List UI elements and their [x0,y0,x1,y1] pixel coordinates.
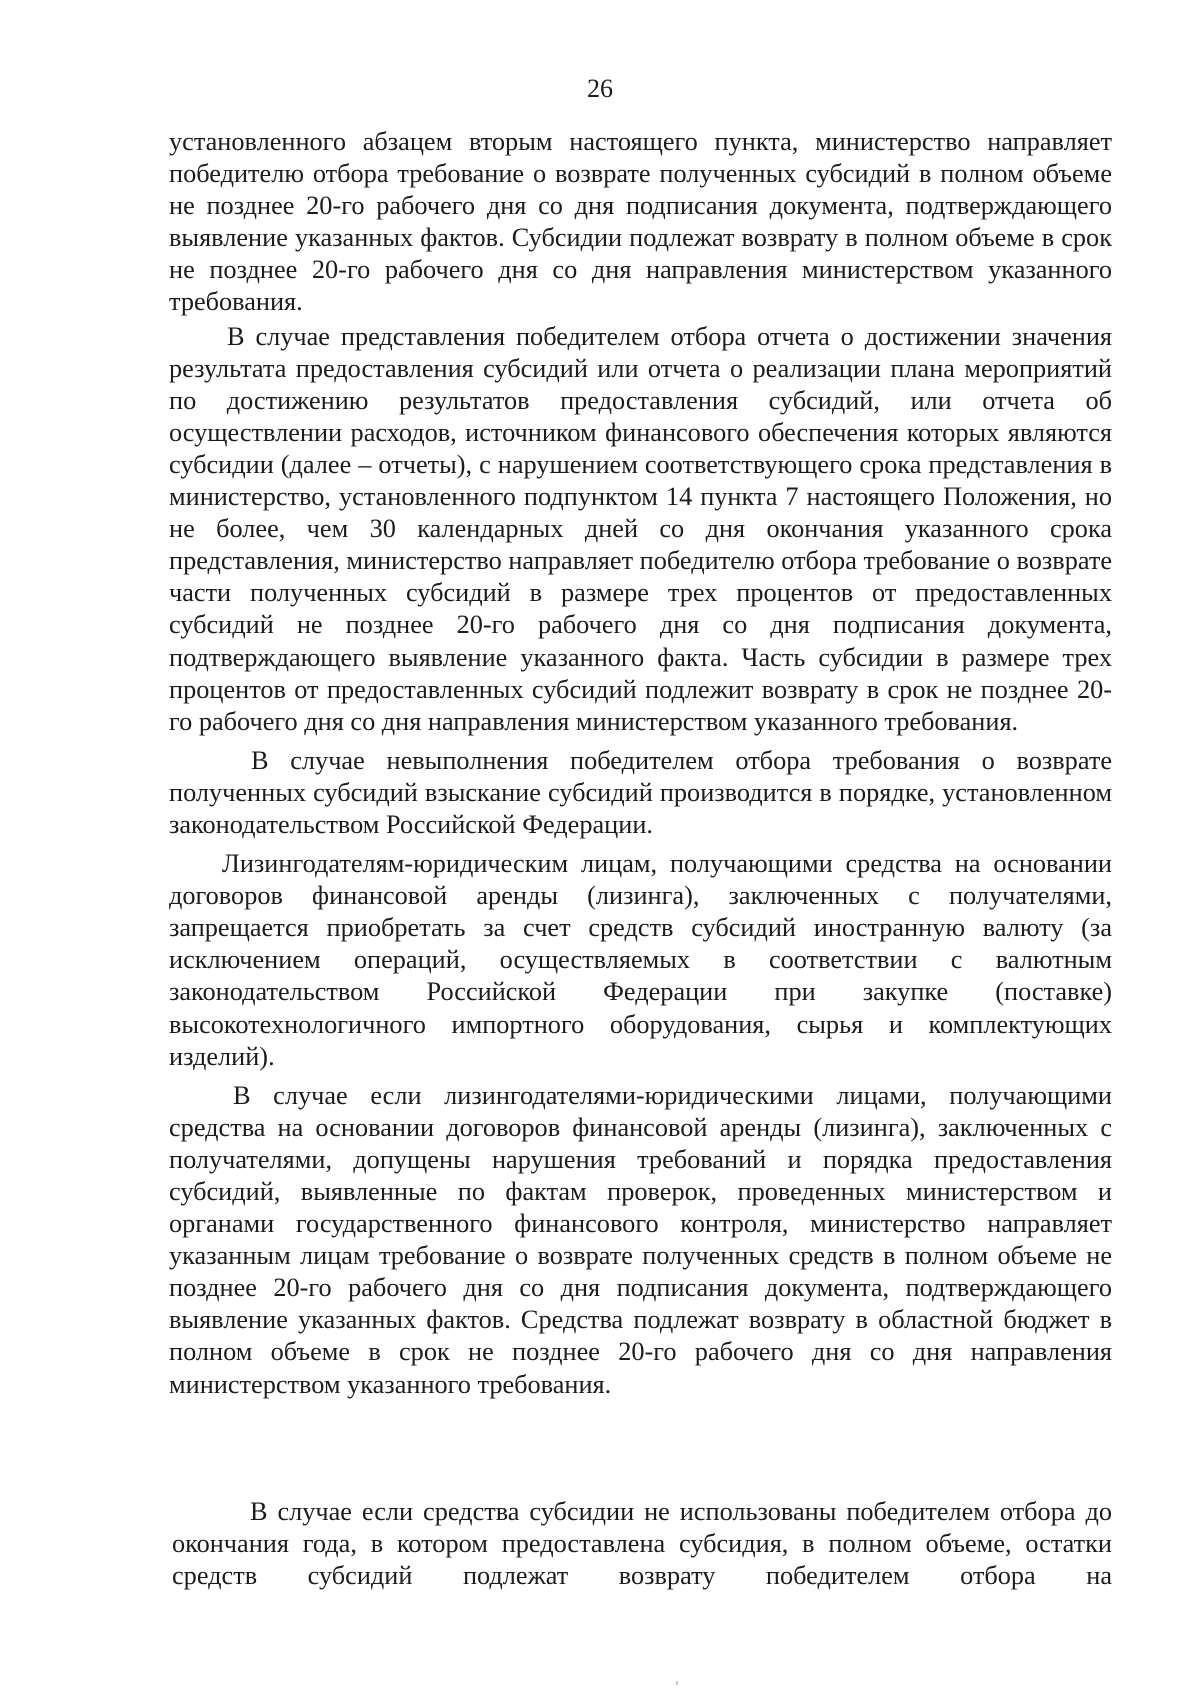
paragraph-lessors-violation: В случае если лизингодателями-юридическими лицами, получающими средства на основании договоров финансовой аренды (лизинга), заключенных с получателями, допущены нарушения требований и порядка предоставления субсидий, выявленные по фактам проверок, проведенных министерством и органами государственного финансового контроля, министерство направляет указанным лицам требование о возврате полученных средств в полном объеме не позднее 20-го рабочего дня со дня подписания документа, подтверждающего выявление указанных фактов. Средства подлежат возврату в областной бюджет в полном объеме в срок не позднее 20-го рабочего дня со дня направления министерством указанного требования. [169,1080,1112,1399]
document-body [169,126,1112,1401]
paragraph-foreign-currency: Лизингодателям-юридическим лицам, получающими средства на основании договоров финансовой аренды (лизинга), заключенных с получателями, запрещается приобретать за счет средств субсидий иностранную валюту (за исключением операций, осуществляемых в соответствии с валютным законодательством Российской Федерации при закупке (поставке) высокотехнологичного импортного оборудования, сырья и комплектующих изделий). [169,849,1112,1071]
paragraph-continuation: установленного абзацем вторым настоящего пункта, министерство направляет победителю отбора требование о возврате полученных субсидий в полном объеме не позднее 20-го рабочего дня со дня подписания документа, подтверждающего выявление указанных фактов. Субсидии подлежат возврату в полном объеме в срок не позднее 20-го рабочего дня со дня направления министерством указанного требования. [169,127,1112,317]
paragraph-reports-violation: В случае представления победителем отбора отчета о достижении значения результата предоставления субсидий или отчета о реализации плана мероприятий по достижению результатов предоставления субсидий, или отчета об осуществлении расходов, источником финансового обеспечения которых являются субсидии (далее – отчеты), с нарушением соответствующего срока представления в министерство, установленного подпунктом 14 пункта 7 настоящего Положения, но не более, чем 30 календарных дней со дня окончания указанного срока представления, министерство направляет победителю отбора требование о возврате части полученных субсидий в размере трех процентов от предоставленных субсидий не позднее 20-го рабочего дня со дня подписания документа, подтверждающего выявление указанного факта. Часть субсидии в размере трех процентов от предоставленных субсидий подлежит возврату в срок не позднее 20-го рабочего дня со дня направления министерством указанного требования. [169,321,1112,736]
page-number: 26 [587,74,613,103]
scan-speck [676,1681,678,1685]
paragraph-unused-funds: В случае если средства субсидии не использованы победителем отбора до окончания года, в котором предоставлена субсидия, в полном объеме, остатки средств субсидий подлежат возврату победителем отбора на [172,1497,1112,1590]
paragraph-recovery: В случае невыполнения победителем отбора требования о возврате полученных субсидий взыскание субсидий производится в порядке, установленном законодательством Российской Федерации. [169,745,1112,839]
